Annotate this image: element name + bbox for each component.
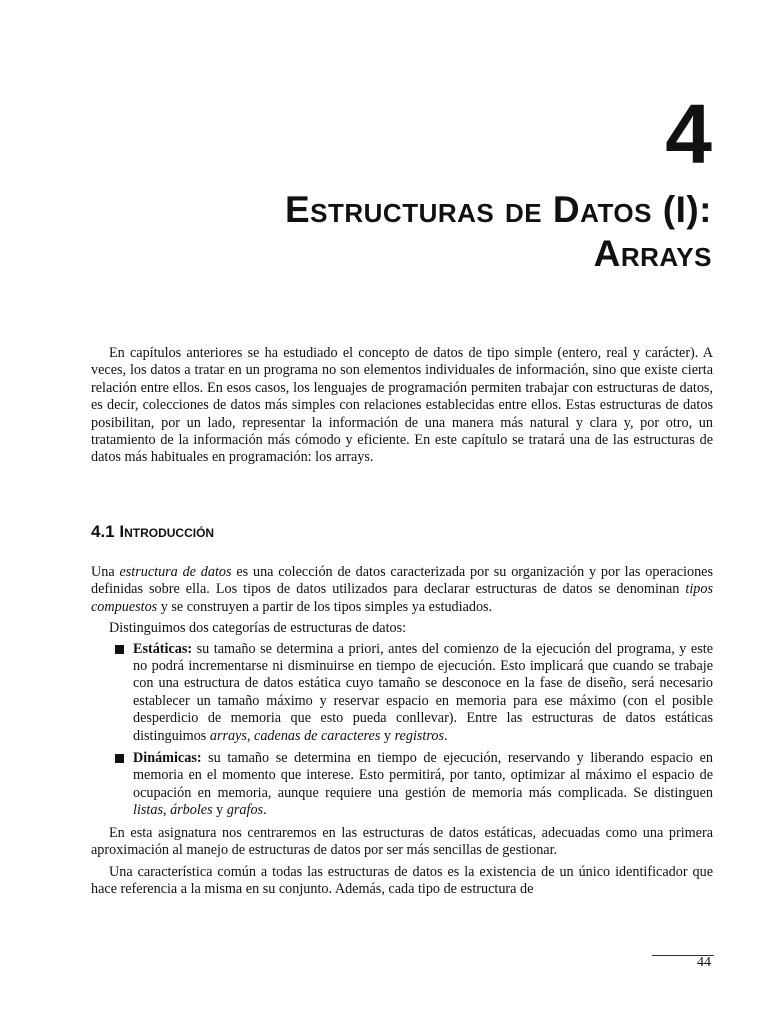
- bullet-emphasis: listas: [133, 802, 163, 819]
- intro-paragraph: En capítulos anteriores se ha estudiado el concepto de datos de tipo simple (entero, real y carácter). A veces, los datos a tratar en un programa no son elementos individuales de información, sino que existe cierta relación entre ellos. En esos casos, los lenguajes de programación permiten trabajar con estructuras de datos, es decir, colecciones de datos más simples con relaciones establecidas entre ellos. Estas estructuras de datos posibilitan, por un lado, representar la información de una manera más natural y clara y, por otro, un tratamiento de la información más cómodo y eficiente. En este capítulo se tratará una de las estructuras de datos más habituales en programación: los arrays.: [91, 345, 713, 466]
- section-paragraph-2: Distinguimos dos categorías de estructuras de datos:: [109, 620, 407, 637]
- square-bullet-icon: [115, 645, 124, 654]
- list-item: [91, 750, 713, 820]
- bullet-term: Dinámicas:: [133, 750, 202, 767]
- bullet-text: su tamaño se determina en tiempo de ejecución, reservando y liberando espacio en memoria en el momento que interese. Esto permitirá, por tanto, optimizar al máximo el espacio de ocupación en memoria, aunque requiere una gestión de memoria más complicada. Se distinguen: [133, 750, 713, 801]
- bullet-emphasis: grafos: [226, 802, 264, 819]
- bullet-separator: ,: [246, 727, 255, 744]
- bullet-end: .: [263, 802, 267, 819]
- page-number: 44: [697, 955, 711, 970]
- chapter-number: 4: [665, 87, 712, 181]
- bullet-separator: y: [380, 727, 395, 744]
- category-list: [91, 641, 713, 820]
- bullet-separator: ,: [162, 802, 171, 819]
- intro-block: [91, 345, 713, 467]
- bullet-end: .: [443, 727, 448, 744]
- p1-emphasis-1: estructura de datos: [119, 564, 232, 580]
- chapter-title: [285, 188, 712, 276]
- bullet-separator: y: [212, 802, 227, 819]
- bullet-term: Estáticas:: [133, 640, 193, 657]
- list-item: [91, 641, 713, 745]
- bullet-emphasis: registros: [394, 727, 444, 744]
- bullet-text: su tamaño se determina a priori, antes del comienzo de la ejecución del programa, y este no podrá incrementarse ni disminuirse en tiempo de ejecución. Esto implicará que cuando se trabaje con una estructura de datos estática cuyo tamaño se desconoce en la fase de diseño, será necesario establecer un tamaño máximo y reservar espacio en memoria para ese máximo (con el posible desperdicio de memoria que esto pueda conllevar). Entre las estructuras de datos estáticas distinguimos: [133, 640, 713, 744]
- square-bullet-icon: [115, 754, 124, 763]
- chapter-title-line-1: Estructuras de Datos (I):: [284, 189, 712, 230]
- section-paragraph-3: En esta asignatura nos centraremos en las estructuras de datos estáticas, adecuadas como una primera aproximación al manejo de estructuras de datos por ser más sencillas de gestionar.: [91, 824, 713, 859]
- p1-text-1: Una: [91, 564, 120, 580]
- section-paragraph-4: Una característica común a todas las estructuras de datos es la existencia de un único identificador que hace referencia a la misma en su conjunto. Además, cada tipo de estructura de: [91, 863, 713, 897]
- p1-emphasis-2: tipos compuestos: [91, 581, 713, 615]
- bullet-emphasis: arrays: [209, 727, 247, 744]
- chapter-title-line-2: Arrays: [593, 233, 712, 274]
- p1-text-3: y se construyen a partir de los tipos simples ya estudiados.: [157, 598, 493, 615]
- bullet-emphasis: árboles: [170, 802, 213, 819]
- section-heading: 4.1 Introducción: [91, 522, 215, 541]
- bullet-emphasis: cadenas de caracteres: [254, 727, 381, 744]
- section-paragraph-1: [91, 564, 713, 616]
- section-body: [91, 564, 713, 898]
- p1-text-2: es una colección de datos caracterizada por su organización y por las operaciones definidas sobre ella. Los tipos de datos utilizados para declarar estructuras de datos se denominan: [91, 564, 713, 598]
